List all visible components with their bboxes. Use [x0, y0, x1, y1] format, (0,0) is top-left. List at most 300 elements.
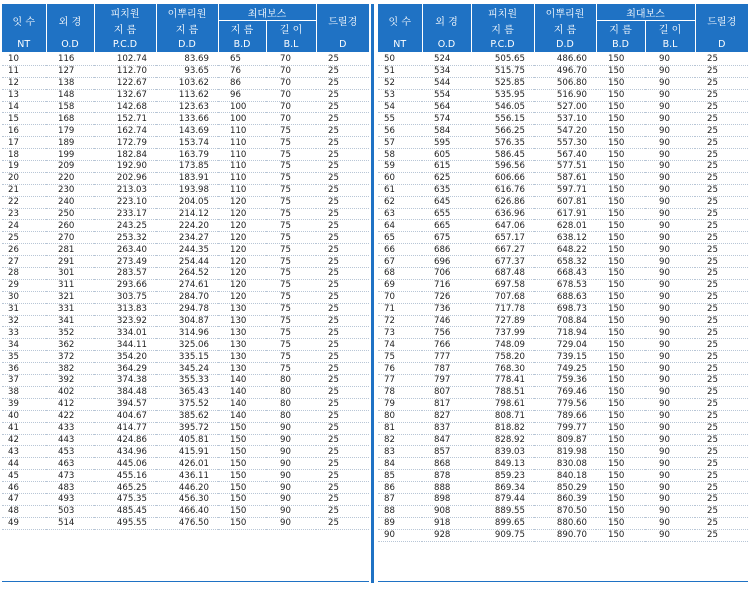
cell-outer-diameter: 847 — [422, 434, 471, 446]
cell-root-circle-diameter: 840.18 — [534, 470, 596, 482]
cell-outer-diameter: 584 — [422, 125, 471, 137]
table-row — [378, 125, 748, 137]
cell-boss-length: 90 — [645, 208, 695, 220]
cell-root-circle-diameter: 304.87 — [156, 315, 218, 327]
cell-pitch-circle-diameter: 303.75 — [94, 291, 156, 303]
cell-teeth: 34 — [2, 339, 46, 351]
table-bottom-rule-right — [378, 581, 748, 582]
table-row — [2, 470, 369, 482]
cell-drill-diameter: 25 — [316, 291, 369, 303]
cell-outer-diameter: 716 — [422, 279, 471, 291]
cell-boss-diameter: 120 — [218, 220, 266, 232]
table-row — [378, 351, 748, 363]
cell-boss-length: 90 — [266, 446, 316, 458]
cell-pitch-circle-diameter: 515.75 — [471, 65, 534, 77]
cell-drill-diameter: 25 — [316, 375, 369, 387]
cell-teeth: 22 — [2, 196, 46, 208]
header-drill: 드릴경 — [695, 4, 748, 36]
cell-teeth: 66 — [378, 244, 422, 256]
cell-pitch-circle-diameter: 727.89 — [471, 315, 534, 327]
cell-boss-length: 90 — [645, 113, 695, 125]
table-row — [378, 386, 748, 398]
cell-pitch-circle-diameter: 424.86 — [94, 434, 156, 446]
cell-drill-diameter: 25 — [316, 232, 369, 244]
cell-boss-diameter: 150 — [596, 327, 645, 339]
cell-drill-diameter: 25 — [316, 410, 369, 422]
cell-pitch-circle-diameter: 849.13 — [471, 458, 534, 470]
cell-root-circle-diameter: 224.20 — [156, 220, 218, 232]
cell-pitch-circle-diameter: 243.25 — [94, 220, 156, 232]
cell-boss-diameter: 150 — [596, 65, 645, 77]
cell-teeth: 29 — [2, 279, 46, 291]
cell-boss-length: 90 — [266, 434, 316, 446]
cell-drill-diameter: 25 — [695, 77, 748, 89]
cell-root-circle-diameter: 456.30 — [156, 493, 218, 505]
cell-outer-diameter: 250 — [46, 208, 94, 220]
code-od: O.D — [422, 36, 471, 52]
cell-teeth: 56 — [378, 125, 422, 137]
cell-pitch-circle-diameter: 687.48 — [471, 268, 534, 280]
header-boss-diameter: 지 름 — [218, 21, 266, 37]
code-nt: NT — [378, 36, 422, 52]
cell-boss-length: 90 — [645, 232, 695, 244]
cell-drill-diameter: 25 — [695, 422, 748, 434]
cell-pitch-circle-diameter: 626.86 — [471, 196, 534, 208]
cell-pitch-circle-diameter: 505.65 — [471, 52, 534, 65]
cell-teeth: 73 — [378, 327, 422, 339]
cell-drill-diameter: 25 — [695, 208, 748, 220]
table-row — [2, 161, 369, 173]
cell-boss-length: 75 — [266, 232, 316, 244]
cell-root-circle-diameter: 314.96 — [156, 327, 218, 339]
cell-pitch-circle-diameter: 869.34 — [471, 482, 534, 494]
cell-teeth: 42 — [2, 434, 46, 446]
table-row — [378, 279, 748, 291]
cell-boss-diameter: 150 — [596, 505, 645, 517]
cell-boss-length: 75 — [266, 363, 316, 375]
cell-pitch-circle-diameter: 122.67 — [94, 77, 156, 89]
cell-boss-diameter: 150 — [218, 470, 266, 482]
cell-outer-diameter: 311 — [46, 279, 94, 291]
table-row — [2, 89, 369, 101]
cell-root-circle-diameter: 718.94 — [534, 327, 596, 339]
code-pcd: P.C.D — [471, 36, 534, 52]
cell-root-circle-diameter: 93.65 — [156, 65, 218, 77]
cell-drill-diameter: 25 — [695, 363, 748, 375]
cell-pitch-circle-diameter: 112.70 — [94, 65, 156, 77]
cell-root-circle-diameter: 597.71 — [534, 184, 596, 196]
cell-teeth: 64 — [378, 220, 422, 232]
cell-drill-diameter: 25 — [695, 137, 748, 149]
cell-pitch-circle-diameter: 556.15 — [471, 113, 534, 125]
cell-pitch-circle-diameter: 647.06 — [471, 220, 534, 232]
table-row — [2, 398, 369, 410]
table-row — [378, 327, 748, 339]
table-row — [378, 256, 748, 268]
table-row — [378, 529, 748, 541]
cell-drill-diameter: 25 — [695, 517, 748, 529]
cell-root-circle-diameter: 799.77 — [534, 422, 596, 434]
table-row — [378, 470, 748, 482]
table-row — [2, 256, 369, 268]
cell-boss-diameter: 150 — [596, 125, 645, 137]
cell-teeth: 68 — [378, 268, 422, 280]
cell-root-circle-diameter: 729.04 — [534, 339, 596, 351]
table-row — [2, 65, 369, 77]
cell-root-circle-diameter: 698.73 — [534, 303, 596, 315]
table-row — [2, 375, 369, 387]
cell-pitch-circle-diameter: 192.90 — [94, 161, 156, 173]
cell-outer-diameter: 746 — [422, 315, 471, 327]
cell-drill-diameter: 25 — [316, 244, 369, 256]
cell-teeth: 19 — [2, 161, 46, 173]
cell-boss-length: 90 — [645, 101, 695, 113]
cell-outer-diameter: 706 — [422, 268, 471, 280]
cell-root-circle-diameter: 355.33 — [156, 375, 218, 387]
cell-boss-diameter: 150 — [596, 113, 645, 125]
cell-outer-diameter: 483 — [46, 482, 94, 494]
cell-drill-diameter: 25 — [316, 149, 369, 161]
cell-boss-diameter: 120 — [218, 208, 266, 220]
table-row — [378, 493, 748, 505]
cell-outer-diameter: 453 — [46, 446, 94, 458]
cell-boss-diameter: 150 — [596, 220, 645, 232]
cell-boss-length: 75 — [266, 268, 316, 280]
cell-drill-diameter: 25 — [695, 52, 748, 65]
cell-boss-length: 75 — [266, 184, 316, 196]
cell-boss-diameter: 150 — [596, 101, 645, 113]
cell-pitch-circle-diameter: 535.95 — [471, 89, 534, 101]
cell-teeth: 75 — [378, 351, 422, 363]
cell-drill-diameter: 25 — [695, 505, 748, 517]
cell-teeth: 36 — [2, 363, 46, 375]
cell-boss-diameter: 100 — [218, 101, 266, 113]
table-row — [378, 398, 748, 410]
cell-drill-diameter: 25 — [695, 434, 748, 446]
table-row — [2, 172, 369, 184]
cell-pitch-circle-diameter: 455.16 — [94, 470, 156, 482]
cell-boss-diameter: 130 — [218, 303, 266, 315]
cell-drill-diameter: 25 — [316, 351, 369, 363]
cell-teeth: 84 — [378, 458, 422, 470]
cell-pitch-circle-diameter: 404.67 — [94, 410, 156, 422]
cell-pitch-circle-diameter: 808.71 — [471, 410, 534, 422]
cell-boss-diameter: 150 — [596, 291, 645, 303]
cell-boss-length: 90 — [645, 458, 695, 470]
cell-outer-diameter: 362 — [46, 339, 94, 351]
cell-root-circle-diameter: 567.40 — [534, 149, 596, 161]
spec-table-left — [2, 4, 369, 530]
cell-drill-diameter: 25 — [316, 137, 369, 149]
cell-boss-length: 90 — [645, 172, 695, 184]
cell-boss-diameter: 140 — [218, 410, 266, 422]
cell-boss-diameter: 130 — [218, 339, 266, 351]
cell-pitch-circle-diameter: 657.17 — [471, 232, 534, 244]
cell-drill-diameter: 25 — [695, 113, 748, 125]
cell-drill-diameter: 25 — [695, 125, 748, 137]
cell-drill-diameter: 25 — [695, 291, 748, 303]
table-row — [378, 363, 748, 375]
cell-boss-diameter: 150 — [596, 184, 645, 196]
cell-pitch-circle-diameter: 586.45 — [471, 149, 534, 161]
header-boss-length: 길 이 — [645, 21, 695, 37]
table-row — [2, 446, 369, 458]
cell-teeth: 13 — [2, 89, 46, 101]
cell-outer-diameter: 372 — [46, 351, 94, 363]
cell-pitch-circle-diameter: 445.06 — [94, 458, 156, 470]
cell-boss-diameter: 120 — [218, 256, 266, 268]
cell-root-circle-diameter: 617.91 — [534, 208, 596, 220]
cell-drill-diameter: 25 — [695, 256, 748, 268]
cell-root-circle-diameter: 759.36 — [534, 375, 596, 387]
table-row — [378, 161, 748, 173]
cell-outer-diameter: 696 — [422, 256, 471, 268]
table-row — [2, 327, 369, 339]
cell-root-circle-diameter: 557.30 — [534, 137, 596, 149]
cell-teeth: 54 — [378, 101, 422, 113]
cell-drill-diameter: 25 — [695, 184, 748, 196]
header-root-circle: 이뿌리원 — [534, 4, 596, 21]
cell-drill-diameter: 25 — [316, 315, 369, 327]
cell-boss-diameter: 96 — [218, 89, 266, 101]
cell-boss-diameter: 130 — [218, 315, 266, 327]
cell-teeth: 43 — [2, 446, 46, 458]
table-row — [378, 149, 748, 161]
cell-teeth: 46 — [2, 482, 46, 494]
cell-pitch-circle-diameter: 748.09 — [471, 339, 534, 351]
cell-teeth: 59 — [378, 161, 422, 173]
table-row — [378, 65, 748, 77]
cell-teeth: 17 — [2, 137, 46, 149]
cell-drill-diameter: 25 — [316, 65, 369, 77]
cell-drill-diameter: 25 — [316, 256, 369, 268]
cell-boss-length: 90 — [645, 161, 695, 173]
cell-root-circle-diameter: 830.08 — [534, 458, 596, 470]
cell-boss-length: 90 — [645, 52, 695, 65]
cell-drill-diameter: 25 — [695, 89, 748, 101]
cell-boss-diameter: 86 — [218, 77, 266, 89]
cell-pitch-circle-diameter: 546.05 — [471, 101, 534, 113]
cell-root-circle-diameter: 153.74 — [156, 137, 218, 149]
table-row — [378, 434, 748, 446]
cell-pitch-circle-diameter: 758.20 — [471, 351, 534, 363]
cell-pitch-circle-diameter: 374.38 — [94, 375, 156, 387]
cell-drill-diameter: 25 — [316, 125, 369, 137]
cell-boss-length: 75 — [266, 208, 316, 220]
cell-outer-diameter: 665 — [422, 220, 471, 232]
cell-drill-diameter: 25 — [316, 196, 369, 208]
table-row — [2, 363, 369, 375]
cell-teeth: 52 — [378, 77, 422, 89]
cell-drill-diameter: 25 — [316, 446, 369, 458]
table-row — [2, 268, 369, 280]
cell-root-circle-diameter: 395.72 — [156, 422, 218, 434]
cell-outer-diameter: 574 — [422, 113, 471, 125]
cell-outer-diameter: 918 — [422, 517, 471, 529]
cell-outer-diameter: 473 — [46, 470, 94, 482]
cell-teeth: 90 — [378, 529, 422, 541]
cell-boss-diameter: 130 — [218, 351, 266, 363]
cell-pitch-circle-diameter: 798.61 — [471, 398, 534, 410]
table-row — [2, 315, 369, 327]
cell-pitch-circle-diameter: 697.58 — [471, 279, 534, 291]
cell-boss-diameter: 110 — [218, 149, 266, 161]
cell-outer-diameter: 908 — [422, 505, 471, 517]
cell-boss-diameter: 100 — [218, 113, 266, 125]
table-row — [378, 303, 748, 315]
cell-drill-diameter: 25 — [316, 339, 369, 351]
cell-outer-diameter: 837 — [422, 422, 471, 434]
cell-drill-diameter: 25 — [695, 529, 748, 541]
cell-pitch-circle-diameter: 334.01 — [94, 327, 156, 339]
code-dd: D.D — [156, 36, 218, 52]
cell-drill-diameter: 25 — [316, 101, 369, 113]
table-row — [2, 196, 369, 208]
cell-boss-diameter: 150 — [596, 256, 645, 268]
cell-pitch-circle-diameter: 839.03 — [471, 446, 534, 458]
cell-boss-diameter: 150 — [596, 458, 645, 470]
cell-pitch-circle-diameter: 364.29 — [94, 363, 156, 375]
cell-root-circle-diameter: 648.22 — [534, 244, 596, 256]
cell-root-circle-diameter: 234.27 — [156, 232, 218, 244]
cell-boss-length: 90 — [645, 529, 695, 541]
cell-root-circle-diameter: 375.52 — [156, 398, 218, 410]
cell-teeth: 14 — [2, 101, 46, 113]
table-row — [378, 244, 748, 256]
cell-outer-diameter: 493 — [46, 493, 94, 505]
cell-pitch-circle-diameter: 768.30 — [471, 363, 534, 375]
cell-drill-diameter: 25 — [695, 101, 748, 113]
cell-teeth: 85 — [378, 470, 422, 482]
header-pitch-circle-sub: 지 름 — [471, 21, 534, 37]
table-row — [2, 493, 369, 505]
cell-pitch-circle-diameter: 859.23 — [471, 470, 534, 482]
code-dd: D.D — [534, 36, 596, 52]
cell-drill-diameter: 25 — [316, 363, 369, 375]
cell-boss-length: 90 — [645, 244, 695, 256]
cell-boss-diameter: 150 — [218, 446, 266, 458]
cell-pitch-circle-diameter: 879.44 — [471, 493, 534, 505]
cell-pitch-circle-diameter: 899.65 — [471, 517, 534, 529]
cell-outer-diameter: 625 — [422, 172, 471, 184]
cell-boss-length: 80 — [266, 410, 316, 422]
cell-boss-diameter: 110 — [218, 184, 266, 196]
cell-boss-length: 75 — [266, 125, 316, 137]
cell-pitch-circle-diameter: 263.40 — [94, 244, 156, 256]
table-row — [378, 517, 748, 529]
cell-boss-diameter: 150 — [596, 517, 645, 529]
cell-outer-diameter: 382 — [46, 363, 94, 375]
cell-drill-diameter: 25 — [316, 434, 369, 446]
cell-root-circle-diameter: 103.62 — [156, 77, 218, 89]
cell-teeth: 12 — [2, 77, 46, 89]
cell-boss-diameter: 150 — [596, 196, 645, 208]
cell-outer-diameter: 756 — [422, 327, 471, 339]
cell-boss-diameter: 150 — [596, 482, 645, 494]
cell-drill-diameter: 25 — [316, 279, 369, 291]
cell-pitch-circle-diameter: 606.66 — [471, 172, 534, 184]
cell-boss-length: 90 — [645, 398, 695, 410]
header-boss-length: 길 이 — [266, 21, 316, 37]
cell-pitch-circle-diameter: 909.75 — [471, 529, 534, 541]
cell-boss-length: 75 — [266, 161, 316, 173]
cell-root-circle-diameter: 163.79 — [156, 149, 218, 161]
cell-root-circle-diameter: 113.62 — [156, 89, 218, 101]
code-pcd: P.C.D — [94, 36, 156, 52]
cell-boss-length: 90 — [645, 77, 695, 89]
table-row — [378, 137, 748, 149]
cell-boss-length: 90 — [645, 517, 695, 529]
cell-outer-diameter: 230 — [46, 184, 94, 196]
table-row — [2, 232, 369, 244]
cell-outer-diameter: 168 — [46, 113, 94, 125]
table-row — [2, 291, 369, 303]
table-row — [2, 339, 369, 351]
cell-drill-diameter: 25 — [695, 386, 748, 398]
cell-teeth: 65 — [378, 232, 422, 244]
cell-drill-diameter: 25 — [695, 470, 748, 482]
cell-root-circle-diameter: 345.24 — [156, 363, 218, 375]
cell-teeth: 24 — [2, 220, 46, 232]
cell-boss-length: 90 — [645, 268, 695, 280]
cell-root-circle-diameter: 264.52 — [156, 268, 218, 280]
cell-teeth: 76 — [378, 363, 422, 375]
cell-drill-diameter: 25 — [695, 232, 748, 244]
cell-teeth: 87 — [378, 493, 422, 505]
cell-drill-diameter: 25 — [316, 268, 369, 280]
cell-outer-diameter: 270 — [46, 232, 94, 244]
cell-drill-diameter: 25 — [695, 65, 748, 77]
cell-boss-length: 90 — [645, 386, 695, 398]
cell-root-circle-diameter: 466.40 — [156, 505, 218, 517]
cell-pitch-circle-diameter: 172.79 — [94, 137, 156, 149]
cell-pitch-circle-diameter: 132.67 — [94, 89, 156, 101]
cell-pitch-circle-diameter: 495.55 — [94, 517, 156, 529]
cell-boss-length: 75 — [266, 220, 316, 232]
cell-pitch-circle-diameter: 384.48 — [94, 386, 156, 398]
cell-pitch-circle-diameter: 818.82 — [471, 422, 534, 434]
cell-boss-length: 90 — [266, 482, 316, 494]
cell-root-circle-diameter: 577.51 — [534, 161, 596, 173]
table-row — [378, 208, 748, 220]
cell-outer-diameter: 148 — [46, 89, 94, 101]
cell-drill-diameter: 25 — [316, 458, 369, 470]
cell-outer-diameter: 928 — [422, 529, 471, 541]
cell-root-circle-diameter: 183.91 — [156, 172, 218, 184]
cell-outer-diameter: 463 — [46, 458, 94, 470]
cell-pitch-circle-diameter: 414.77 — [94, 422, 156, 434]
cell-boss-length: 90 — [645, 303, 695, 315]
cell-boss-diameter: 150 — [596, 149, 645, 161]
table-row — [2, 77, 369, 89]
cell-root-circle-diameter: 143.69 — [156, 125, 218, 137]
header-outer-diameter: 외 경 — [422, 4, 471, 36]
cell-teeth: 78 — [378, 386, 422, 398]
cell-boss-diameter: 150 — [596, 208, 645, 220]
cell-boss-diameter: 130 — [218, 327, 266, 339]
table-row — [2, 386, 369, 398]
cell-drill-diameter: 25 — [316, 208, 369, 220]
cell-boss-length: 90 — [645, 470, 695, 482]
cell-pitch-circle-diameter: 667.27 — [471, 244, 534, 256]
cell-teeth: 63 — [378, 208, 422, 220]
cell-teeth: 25 — [2, 232, 46, 244]
table-row — [378, 184, 748, 196]
table-row — [2, 410, 369, 422]
cell-boss-length: 75 — [266, 172, 316, 184]
table-row — [378, 446, 748, 458]
cell-outer-diameter: 645 — [422, 196, 471, 208]
